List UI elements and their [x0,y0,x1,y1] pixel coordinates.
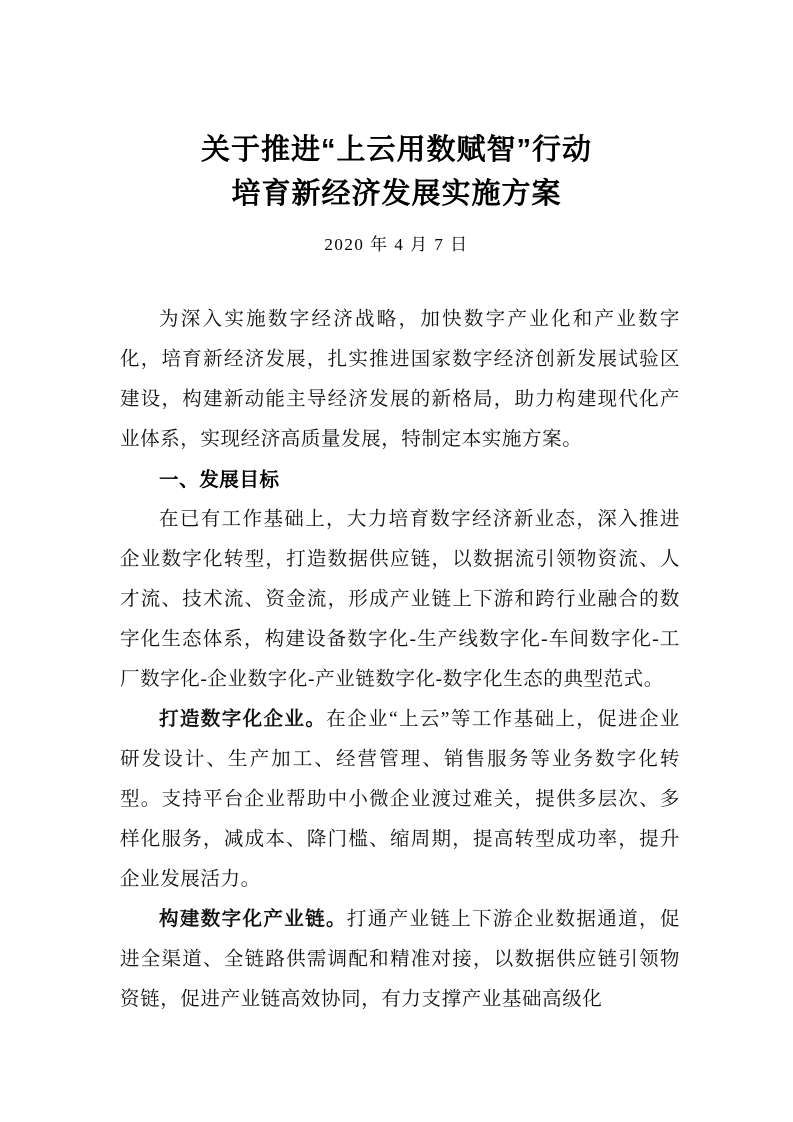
development-goals-paragraph: 在已有工作基础上，大力培育数字经济新业态，深入推进企业数字化转型，打造数据供应链，以数据流引领物资流、人才流、技术流、资金流，形成产业链上下游和跨行业融合的数字化生态体系，构建设备数字化-生产线数字化-车间数字化-工厂数字化-企业数字化-产业链数字化-数字化生态的典型范式。 [120,509,680,690]
digital-enterprise-lead: 打造数字化企业。 [159,709,327,730]
digital-enterprise-paragraph [120,700,680,900]
document-title-line-2: 培育新经济发展实施方案 [231,178,562,210]
section-heading-development-goals: 一、发展目标 [159,469,280,491]
document-title-line-1: 关于推进“上云用数赋智”行动 [200,134,592,166]
document-body [120,300,680,1020]
digital-industry-chain-lead: 构建数字化产业链。 [159,909,347,930]
document-date: 2020 年 4 月 7 日 [324,235,469,254]
digital-industry-chain-body: 打通产业链上下游企业数据通道，促进全渠道、全链路供需调配和精准对接，以数据供应链引领物资链，促进产业链高效协同，有力支撑产业基础高级化 [120,909,680,1010]
preamble-paragraph: 为深入实施数字经济战略，加快数字产业化和产业数字化，培育新经济发展，扎实推进国家数字经济创新发展试验区建设，构建新动能主导经济发展的新格局，助力构建现代化产业体系，实现经济高质量发展，特制定本实施方案。 [120,309,680,450]
digital-enterprise-body: 在企业“上云”等工作基础上，促进企业研发设计、生产加工、经营管理、销售服务等业务数字化转型。支持平台企业帮助中小微企业渡过难关，提供多层次、多样化服务，减成本、降门槛、缩周期，提高转型成功率，提升企业发展活力。 [120,709,680,890]
document-title-block [0,128,793,258]
digital-industry-chain-paragraph [120,900,680,1020]
